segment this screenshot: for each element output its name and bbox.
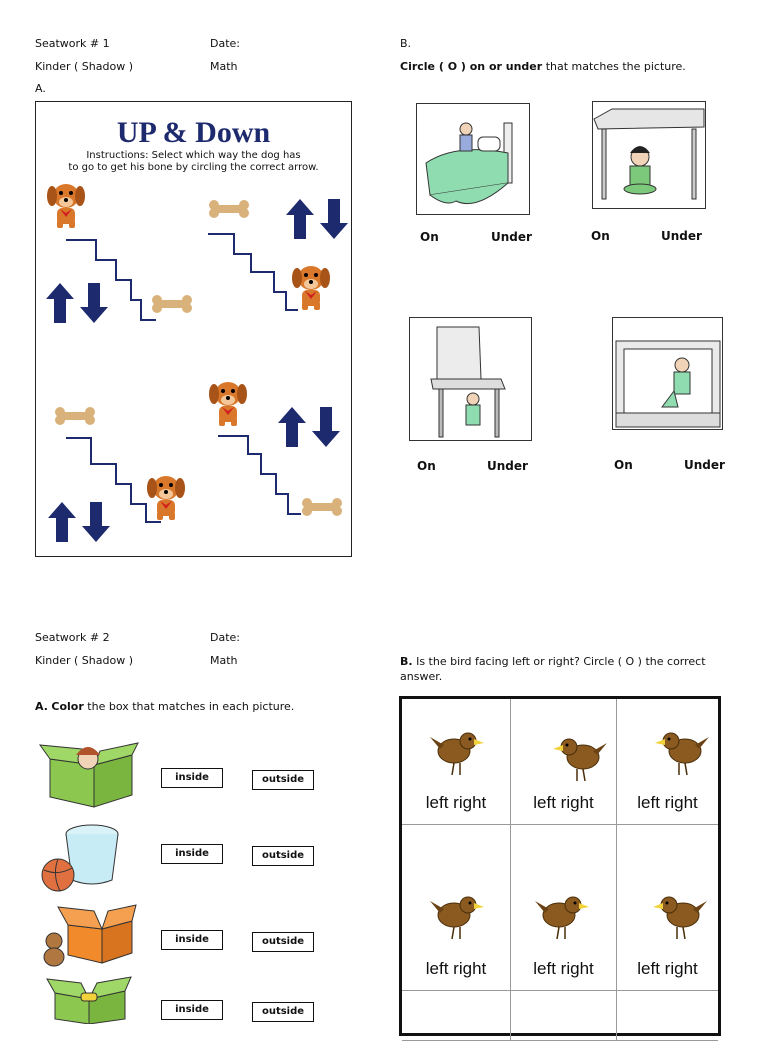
- under-option-3[interactable]: Under: [487, 459, 528, 473]
- right-option[interactable]: right: [560, 959, 594, 978]
- outside-box-1[interactable]: outside: [252, 770, 314, 790]
- left-right-options: [617, 959, 718, 979]
- outside-box-4[interactable]: outside: [252, 1002, 314, 1022]
- on-option-2[interactable]: On: [591, 229, 610, 243]
- up-down-arrows-icon[interactable]: [286, 199, 348, 239]
- seatwork1-subject: Math: [210, 60, 238, 73]
- right-option[interactable]: right: [664, 793, 698, 812]
- bird-cell-6: [617, 825, 718, 991]
- part-a-bold: Color: [51, 700, 84, 713]
- up-down-worksheet: [35, 101, 352, 557]
- left-option[interactable]: left: [425, 959, 449, 978]
- bird-cell-2: [511, 699, 617, 825]
- bone-icon: [55, 407, 95, 425]
- inside-box-2[interactable]: inside: [161, 844, 223, 864]
- outside-box-3[interactable]: outside: [252, 932, 314, 952]
- dog-icon: [47, 184, 85, 228]
- girl-in-box-picture: [38, 725, 143, 810]
- doll-on-bed-picture: [416, 103, 530, 215]
- bird-cell-3: [617, 699, 718, 825]
- on-option-4[interactable]: On: [614, 458, 633, 472]
- seatwork1-date-label: Date:: [210, 37, 240, 50]
- bird-direction-grid: [399, 696, 721, 1036]
- bird-cell-4: [402, 825, 511, 991]
- bird-icon: [647, 889, 707, 945]
- seatwork2-part-a-instruction: [35, 700, 294, 713]
- seatwork2-subject: Math: [210, 654, 238, 667]
- right-option[interactable]: right: [560, 793, 594, 812]
- seatwork2-part-b-instruction: [400, 654, 730, 684]
- bird-cell-5: [511, 825, 617, 991]
- instructions-line1: Instructions: Select which way the dog has: [86, 150, 301, 161]
- left-option[interactable]: left: [533, 959, 556, 978]
- right-option[interactable]: right: [453, 793, 487, 812]
- bird-cell-7: [402, 991, 511, 1041]
- doll-under-chair-picture: [409, 317, 532, 441]
- on-option-1[interactable]: On: [420, 230, 439, 244]
- bird-icon: [430, 889, 490, 945]
- up-down-arrows-icon[interactable]: [46, 283, 108, 323]
- dog-icon: [147, 476, 185, 520]
- left-right-options: [617, 793, 718, 813]
- dog-icon: [209, 382, 247, 426]
- part-a-rest: the box that matches in each picture.: [83, 700, 295, 713]
- seatwork1-part-a-label: A.: [35, 82, 46, 95]
- seatwork1-part-b-label: B.: [400, 37, 412, 50]
- seatwork2-date-label: Date:: [210, 631, 240, 644]
- doll-under-table-picture: [592, 101, 706, 209]
- bird-icon: [649, 725, 709, 781]
- part-b-label: B.: [400, 655, 413, 668]
- bone-icon: [152, 295, 192, 313]
- under-option-4[interactable]: Under: [684, 458, 725, 472]
- left-option[interactable]: left: [637, 793, 660, 812]
- up-down-arrows-icon[interactable]: [278, 407, 340, 447]
- left-right-options: [402, 793, 510, 813]
- inside-box-3[interactable]: inside: [161, 930, 223, 950]
- left-right-options: [511, 959, 616, 979]
- outside-box-2[interactable]: outside: [252, 846, 314, 866]
- bird-icon: [547, 731, 607, 787]
- dog-icon: [292, 266, 330, 310]
- up-down-title: UP & Down: [116, 116, 271, 149]
- part-a-label: A.: [35, 700, 48, 713]
- left-option[interactable]: left: [637, 959, 660, 978]
- bear-outside-box-picture: [38, 895, 138, 970]
- bone-icon: [209, 200, 249, 218]
- part-b-line1: Is the bird facing left or right? Circle ( O ) the correct: [412, 655, 706, 668]
- up-down-illustration: [36, 102, 353, 558]
- seatwork1-part-b-instruction: [400, 60, 686, 73]
- on-option-3[interactable]: On: [417, 459, 436, 473]
- right-option[interactable]: right: [453, 959, 487, 978]
- under-option-1[interactable]: Under: [491, 230, 532, 244]
- car-in-box-picture: [45, 975, 135, 1024]
- bird-cell-8: [511, 991, 617, 1041]
- seatwork2-title: Seatwork # 2: [35, 631, 110, 644]
- seatwork1-class: Kinder ( Shadow ): [35, 60, 133, 73]
- bird-cell-9: [617, 991, 718, 1041]
- left-option[interactable]: left: [425, 793, 449, 812]
- right-option[interactable]: right: [664, 959, 698, 978]
- part-b-line2: answer.: [400, 670, 443, 683]
- up-down-arrows-icon[interactable]: [48, 502, 110, 542]
- instruction-bold: Circle ( O ) on or under: [400, 60, 543, 73]
- instruction-rest: that matches the picture.: [542, 60, 686, 73]
- left-option[interactable]: left: [533, 793, 556, 812]
- inside-box-4[interactable]: inside: [161, 1000, 223, 1020]
- instructions-line2: to go to get his bone by circling the correct arrow.: [68, 162, 319, 173]
- ball-outside-bucket-picture: [40, 820, 125, 895]
- bird-cell-1: [402, 699, 511, 825]
- doll-in-cabinet-picture: [612, 317, 723, 430]
- seatwork1-title: Seatwork # 1: [35, 37, 110, 50]
- left-right-options: [402, 959, 510, 979]
- bird-icon: [430, 725, 490, 781]
- under-option-2[interactable]: Under: [661, 229, 702, 243]
- bird-icon: [535, 889, 595, 945]
- seatwork2-class: Kinder ( Shadow ): [35, 654, 133, 667]
- left-right-options: [511, 793, 616, 813]
- bone-icon: [302, 498, 342, 516]
- inside-box-1[interactable]: inside: [161, 768, 223, 788]
